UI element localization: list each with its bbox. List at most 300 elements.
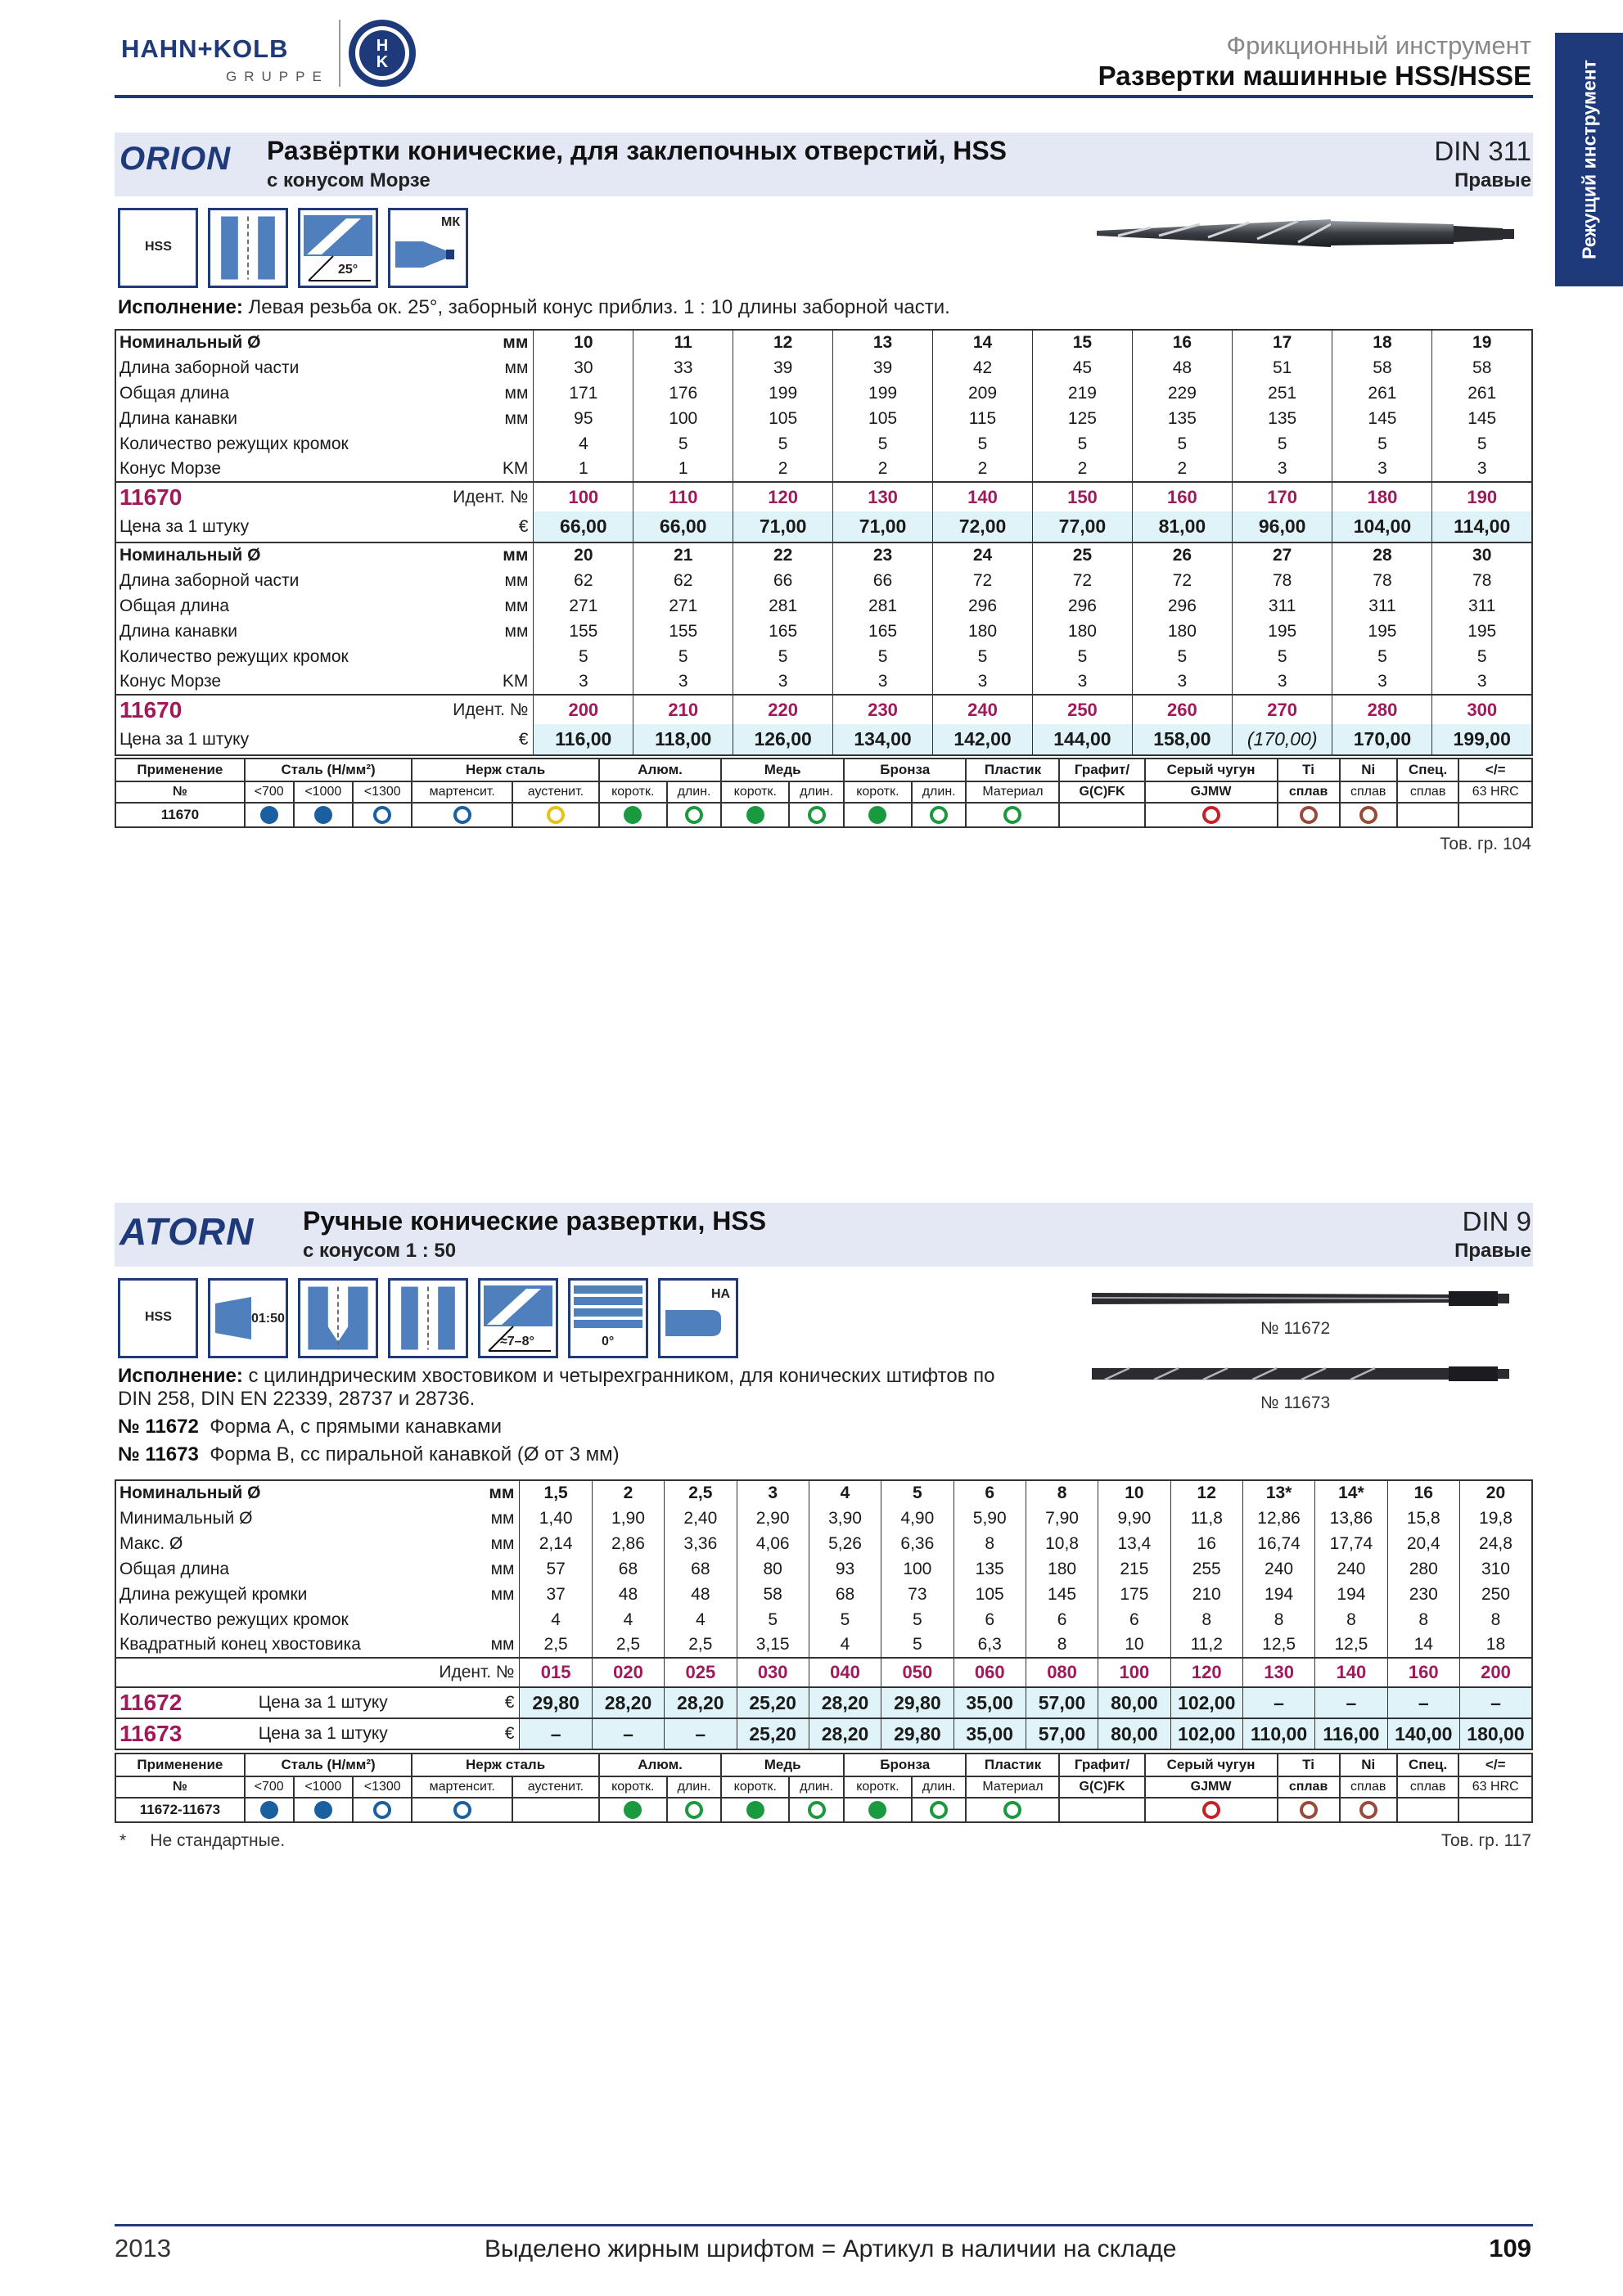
- spec-unit: мм: [503, 333, 529, 352]
- spec-value: 5: [1232, 431, 1332, 457]
- spec-unit: [449, 644, 534, 669]
- application-subheader-cell: коротк.: [599, 1776, 667, 1798]
- spec-value: 42: [933, 355, 1033, 380]
- spec-value: 8: [1170, 1607, 1242, 1632]
- straight-reamer-image: [1089, 1281, 1514, 1314]
- application-subheader-cell: <1300: [353, 1776, 412, 1798]
- application-header-cell: Пластик: [966, 1754, 1059, 1776]
- ident-number: 120: [733, 482, 833, 511]
- spec-value: 5: [1332, 644, 1432, 669]
- section1-group-note: Тов. гр. 104: [1440, 835, 1531, 853]
- ident-number: 080: [1026, 1658, 1098, 1687]
- spec-value: 12,5: [1242, 1632, 1314, 1658]
- spec-value: 180: [1026, 1556, 1098, 1582]
- spec-value: 2: [1132, 457, 1232, 482]
- spec-value: 296: [933, 593, 1033, 619]
- price-value: 35,00: [954, 1687, 1026, 1718]
- spec-value: 296: [1032, 593, 1132, 619]
- price-value: 28,20: [592, 1687, 664, 1718]
- application-cell: [844, 803, 912, 827]
- application-header-cell: Ni: [1340, 759, 1397, 781]
- spec-value: 125: [1032, 406, 1132, 431]
- spec-row: [115, 568, 1532, 593]
- spec-row: [115, 1632, 1532, 1658]
- spec-value: 2,5: [665, 1480, 737, 1506]
- spec-value: 8: [1459, 1607, 1532, 1632]
- price-value: –: [1242, 1687, 1314, 1718]
- spec-value: 175: [1098, 1582, 1170, 1607]
- spec-label: Количество режущих кромок: [119, 1609, 349, 1629]
- spec-value: 33: [633, 355, 733, 380]
- price-row: [115, 511, 1532, 542]
- spec-value: 20,4: [1387, 1531, 1459, 1556]
- application-header-cell: Сталь (Н/мм²): [245, 1754, 413, 1776]
- spec-value: 3,15: [737, 1632, 809, 1658]
- ident-number: 300: [1432, 695, 1532, 724]
- section1-direction: Правые: [1454, 169, 1531, 191]
- spec-value: 66: [833, 568, 933, 593]
- spec-value: 5: [733, 431, 833, 457]
- spec-value: 3: [733, 669, 833, 695]
- suitable-dot-icon: [624, 1801, 642, 1819]
- spec-value: 165: [833, 619, 933, 644]
- spec-value: 39: [733, 355, 833, 380]
- header-divider: [339, 20, 340, 87]
- spec-value: 2,40: [665, 1506, 737, 1531]
- application-subheader-cell: аустенит.: [512, 781, 599, 803]
- spec-value: 78: [1232, 568, 1332, 593]
- price-value: 170,00: [1332, 724, 1432, 755]
- footer-rule: [115, 2224, 1533, 2226]
- ident-number: 130: [833, 482, 933, 511]
- application-subheader-cell: коротк.: [599, 781, 667, 803]
- section2-group-note: Тов. гр. 117: [1440, 1831, 1531, 1850]
- application-subheader-cell: коротк.: [721, 1776, 789, 1798]
- spec-value: 3: [737, 1480, 809, 1506]
- application-subheader-cell: <700: [245, 781, 294, 803]
- application-subheader-cell: сплав: [1278, 1776, 1340, 1798]
- application-cell: [844, 1798, 912, 1822]
- spec-value: 11: [633, 330, 733, 355]
- spec-unit: мм: [504, 570, 529, 590]
- spec-value: 5: [881, 1607, 954, 1632]
- conditional-ring-icon: [547, 806, 565, 824]
- spec-value: 5: [1232, 644, 1332, 669]
- price-value: 28,20: [809, 1718, 881, 1749]
- spec-value: 68: [809, 1582, 881, 1607]
- conditional-ring-icon: [1003, 806, 1021, 824]
- ident-number: 230: [833, 695, 933, 724]
- spec-label: Номинальный Ø: [119, 333, 261, 352]
- ident-number: 160: [1387, 1658, 1459, 1687]
- application-subheader-cell: сплав: [1340, 1776, 1397, 1798]
- spec-label: Квадратный конец хвостовика: [119, 1635, 361, 1654]
- spec-value: 3: [633, 669, 733, 695]
- application-row: [115, 1798, 1532, 1822]
- spec-value: 5: [1032, 644, 1132, 669]
- application-subheader-cell: G(C)FK: [1059, 781, 1144, 803]
- ident-number: 260: [1132, 695, 1232, 724]
- application-article: 11670: [115, 803, 245, 827]
- application-subheader-cell: аустенит.: [512, 1776, 599, 1798]
- price-value: 102,00: [1170, 1687, 1242, 1718]
- spec-value: 10: [534, 330, 633, 355]
- square-shank-icon: НА: [658, 1278, 738, 1358]
- side-tab[interactable]: [1555, 33, 1623, 286]
- spec-unit: мм: [504, 621, 529, 641]
- application-subheader-cell: длин.: [789, 781, 844, 803]
- application-cell: [353, 1798, 412, 1822]
- price-value: 71,00: [733, 511, 833, 542]
- spec-value: 5: [809, 1607, 881, 1632]
- spec-value: 230: [1387, 1582, 1459, 1607]
- morse-taper-icon: МК: [388, 208, 468, 288]
- svg-text:K: K: [376, 53, 389, 71]
- spec-value: 12,86: [1242, 1506, 1314, 1531]
- spec-value: 14: [1387, 1632, 1459, 1658]
- spec-value: 5: [733, 644, 833, 669]
- spec-value: 5: [833, 644, 933, 669]
- spec-value: 195: [1332, 619, 1432, 644]
- spec-value: 5: [1432, 431, 1532, 457]
- spec-unit: мм: [490, 1533, 515, 1553]
- section1-subtitle: с конусом Морзе: [267, 169, 431, 191]
- price-value: 180,00: [1459, 1718, 1532, 1749]
- application-header-cell: Серый чугун: [1145, 759, 1278, 781]
- price-value: 110,00: [1242, 1718, 1314, 1749]
- spec-value: 115: [933, 406, 1033, 431]
- price-value: 29,80: [881, 1687, 954, 1718]
- spec-value: 280: [1387, 1556, 1459, 1582]
- ident-number: 100: [534, 482, 633, 511]
- spec-value: 219: [1032, 380, 1132, 406]
- spec-value: 4: [809, 1632, 881, 1658]
- price-value: 71,00: [833, 511, 933, 542]
- price-value: 66,00: [633, 511, 733, 542]
- application-subheader-cell: G(C)FK: [1059, 1776, 1144, 1798]
- application-subheader-cell: мартенсит.: [412, 1776, 512, 1798]
- spec-value: 10: [1098, 1632, 1170, 1658]
- ident-number: 190: [1432, 482, 1532, 511]
- price-value: 116,00: [534, 724, 633, 755]
- section2-footnote: * Не стандартные.: [119, 1831, 286, 1850]
- application-cell: [599, 1798, 667, 1822]
- spec-value: 11,2: [1170, 1632, 1242, 1658]
- spec-value: 209: [933, 380, 1033, 406]
- price-value: 25,20: [737, 1718, 809, 1749]
- spec-unit: мм: [504, 408, 529, 428]
- application-subheader-row: [115, 1776, 1532, 1798]
- application-cell: [789, 803, 844, 827]
- application-header-cell: </=: [1458, 1754, 1532, 1776]
- spec-value: 68: [592, 1556, 664, 1582]
- spec-value: 194: [1315, 1582, 1387, 1607]
- ident-label: Идент. №: [115, 1658, 520, 1687]
- spec-value: 261: [1432, 380, 1532, 406]
- application-cell: [789, 1798, 844, 1822]
- spec-label: Макс. Ø: [119, 1533, 183, 1553]
- section1-application-table: [115, 758, 1533, 828]
- spec-value: 5: [633, 431, 733, 457]
- spec-value: 8: [1242, 1607, 1314, 1632]
- spec-row: [115, 1531, 1532, 1556]
- spec-value: 2: [933, 457, 1033, 482]
- application-header-cell: Бронза: [844, 1754, 967, 1776]
- ident-number: 250: [1032, 695, 1132, 724]
- spec-value: 194: [1242, 1582, 1314, 1607]
- application-header-cell: Сталь (Н/мм²): [245, 759, 413, 781]
- application-subheader-cell: сплав: [1278, 781, 1340, 803]
- application-subheader-cell: №: [115, 1776, 245, 1798]
- spec-label: Номинальный Ø: [115, 542, 449, 568]
- ident-number: 270: [1232, 695, 1332, 724]
- conditional-ring-icon: [1202, 1801, 1220, 1819]
- application-cell: [1145, 803, 1278, 827]
- application-subheader-cell: Материал: [966, 1776, 1059, 1798]
- spec-row: [115, 1556, 1532, 1582]
- spec-value: 37: [520, 1582, 592, 1607]
- application-header-cell: Бронза: [844, 759, 967, 781]
- spec-value: 17: [1232, 330, 1332, 355]
- spec-value: 195: [1232, 619, 1332, 644]
- spec-value: 12,5: [1315, 1632, 1387, 1658]
- spec-unit: мм: [490, 1584, 515, 1604]
- ident-number: 130: [1242, 1658, 1314, 1687]
- spec-value: 12: [1170, 1480, 1242, 1506]
- spec-value: 195: [1432, 619, 1532, 644]
- hss-icon: HSS: [118, 208, 198, 288]
- spec-value: 48: [1132, 355, 1232, 380]
- application-cell: [1458, 803, 1532, 827]
- spec-value: 3: [1232, 669, 1332, 695]
- spec-value: 4: [665, 1607, 737, 1632]
- footer-note: Выделено жирным шрифтом = Артикул в наличии на складе: [485, 2235, 1177, 2262]
- application-cell: [599, 803, 667, 827]
- spec-row: [115, 1582, 1532, 1607]
- spec-unit: KM: [502, 672, 529, 691]
- conditional-ring-icon: [685, 806, 703, 824]
- spec-value: 261: [1332, 380, 1432, 406]
- spec-value: 26: [1132, 542, 1232, 568]
- spec-value: 78: [1332, 568, 1432, 593]
- page-number: 109: [1489, 2234, 1531, 2262]
- spec-value: 155: [534, 619, 633, 644]
- spec-value: 5: [881, 1480, 954, 1506]
- spec-value: 48: [665, 1582, 737, 1607]
- spec-value: 311: [1232, 593, 1332, 619]
- price-value: 28,20: [809, 1687, 881, 1718]
- application-subheader-cell: <700: [245, 1776, 294, 1798]
- price-value: –: [665, 1718, 737, 1749]
- application-cell: [245, 803, 294, 827]
- ident-number: 150: [1032, 482, 1132, 511]
- conditional-ring-icon: [1300, 1801, 1318, 1819]
- spec-value: 271: [633, 593, 733, 619]
- section1-din: DIN 311: [1434, 136, 1531, 166]
- ident-number: 200: [1459, 1658, 1532, 1687]
- spec-value: 20: [1459, 1480, 1532, 1506]
- spec-row: [115, 593, 1532, 619]
- application-subheader-cell: сплав: [1397, 1776, 1459, 1798]
- application-subheader-cell: коротк.: [844, 1776, 912, 1798]
- suitable-dot-icon: [746, 1801, 764, 1819]
- spec-row: [115, 457, 1532, 482]
- spec-value: 4,06: [737, 1531, 809, 1556]
- spec-value: 12: [733, 330, 833, 355]
- spec-value: 105: [733, 406, 833, 431]
- spec-value: 6,36: [881, 1531, 954, 1556]
- spec-value: 2,5: [592, 1632, 664, 1658]
- spec-value: 22: [733, 542, 833, 568]
- conditional-ring-icon: [685, 1801, 703, 1819]
- price-value: –: [520, 1718, 592, 1749]
- application-cell: [1059, 803, 1144, 827]
- application-cell: [512, 803, 599, 827]
- application-subheader-cell: сплав: [1340, 781, 1397, 803]
- spec-value: 180: [1132, 619, 1232, 644]
- ident-number: 180: [1332, 482, 1432, 511]
- spec-value: 11,8: [1170, 1506, 1242, 1531]
- currency: €: [449, 724, 534, 755]
- spec-row: [115, 644, 1532, 669]
- spec-value: 3: [933, 669, 1033, 695]
- spec-value: 310: [1459, 1556, 1532, 1582]
- straight-flute-icon: 0°: [568, 1278, 648, 1358]
- application-header-row: [115, 1754, 1532, 1776]
- spec-value: 135: [1132, 406, 1232, 431]
- spec-value: 1: [534, 457, 633, 482]
- spec-row: [115, 431, 1532, 457]
- spec-value: 93: [809, 1556, 881, 1582]
- spec-row: [115, 669, 1532, 695]
- conditional-ring-icon: [930, 806, 948, 824]
- spec-value: 58: [1332, 355, 1432, 380]
- price-value: 80,00: [1098, 1687, 1170, 1718]
- spec-value: 5: [933, 431, 1033, 457]
- application-header-cell: Алюм.: [599, 1754, 722, 1776]
- application-cell: [1340, 803, 1397, 827]
- spec-value: 13: [833, 330, 933, 355]
- spec-value: 72: [933, 568, 1033, 593]
- application-subheader-cell: сплав: [1397, 781, 1459, 803]
- spec-value: 240: [1242, 1556, 1314, 1582]
- price-value: 25,20: [737, 1687, 809, 1718]
- application-cell: [912, 803, 967, 827]
- section1-execution: Исполнение: Левая резьба ок. 25°, заборный конус приблиз. 1 : 10 длины заборной части.: [118, 296, 950, 318]
- spec-label: Длина заборной части: [119, 358, 300, 377]
- application-subheader-cell: длин.: [667, 781, 722, 803]
- spec-label: Количество режущих кромок: [119, 434, 349, 453]
- spec-unit: мм: [489, 1483, 515, 1502]
- spec-row: [115, 1480, 1532, 1506]
- spec-value: 3,90: [809, 1506, 881, 1531]
- ident-number: 110: [633, 482, 733, 511]
- price-value: 72,00: [933, 511, 1033, 542]
- spec-value: 8: [1315, 1607, 1387, 1632]
- price-value: 77,00: [1032, 511, 1132, 542]
- ident-number: 210: [633, 695, 733, 724]
- price-value: 57,00: [1026, 1687, 1098, 1718]
- ident-number: 120: [1170, 1658, 1242, 1687]
- ident-number: 170: [1232, 482, 1332, 511]
- spec-value: 24,8: [1459, 1531, 1532, 1556]
- spec-value: 5: [881, 1632, 954, 1658]
- spec-value: 51: [1232, 355, 1332, 380]
- spec-value: 16: [1387, 1480, 1459, 1506]
- spec-label: Длина заборной части: [119, 570, 300, 590]
- spec-value: 3: [534, 669, 633, 695]
- spec-value: 3: [1332, 669, 1432, 695]
- spec-value: 16: [1170, 1531, 1242, 1556]
- spec-value: 78: [1432, 568, 1532, 593]
- price-value: 104,00: [1332, 511, 1432, 542]
- spiral-flute-icon: 25°: [298, 208, 378, 288]
- spec-value: 8: [954, 1531, 1026, 1556]
- spec-value: 80: [737, 1556, 809, 1582]
- section2-image-caption-1: № 11672: [1260, 1319, 1331, 1338]
- spec-value: 4: [809, 1480, 881, 1506]
- section2-image-caption-2: № 11673: [1260, 1393, 1331, 1412]
- price-value: 29,80: [881, 1718, 954, 1749]
- cylinder-hole-icon: [208, 208, 288, 288]
- header-rule: [115, 95, 1533, 98]
- section1-spec-table: [115, 329, 1533, 756]
- spec-value: 135: [1232, 406, 1332, 431]
- ident-number: 160: [1132, 482, 1232, 511]
- spec-value: 15: [1032, 330, 1132, 355]
- suitable-dot-icon: [868, 1801, 886, 1819]
- price-label: Цена за 1 штуку: [255, 1687, 482, 1718]
- spec-label: Длина режущей кромки: [119, 1584, 308, 1604]
- price-value: 57,00: [1026, 1718, 1098, 1749]
- application-cell: [1397, 1798, 1459, 1822]
- section1-brand-logo: ORION: [119, 141, 232, 177]
- taper-150-icon: 01:50: [208, 1278, 288, 1358]
- spec-value: 3: [1432, 457, 1532, 482]
- spec-row: [115, 380, 1532, 406]
- ident-number: 140: [1315, 1658, 1387, 1687]
- price-value: 118,00: [633, 724, 733, 755]
- price-label: Цена за 1 штуку: [115, 724, 449, 755]
- article-number: 11670: [115, 695, 449, 724]
- spec-value: 145: [1026, 1582, 1098, 1607]
- spec-value: 8: [1026, 1632, 1098, 1658]
- conditional-ring-icon: [808, 1801, 826, 1819]
- conditional-ring-icon: [808, 806, 826, 824]
- price-value: 140,00: [1387, 1718, 1459, 1749]
- conditional-ring-icon: [1300, 806, 1318, 824]
- application-header-cell: Применение: [115, 759, 245, 781]
- application-cell: [966, 1798, 1059, 1822]
- spec-unit: мм: [504, 383, 529, 403]
- application-cell: [412, 803, 512, 827]
- spec-value: 2: [592, 1480, 664, 1506]
- application-header-cell: Медь: [721, 1754, 844, 1776]
- price-value: 144,00: [1032, 724, 1132, 755]
- application-header-cell: Спец.: [1397, 759, 1459, 781]
- price-value: 29,80: [520, 1687, 592, 1718]
- spec-value: 311: [1332, 593, 1432, 619]
- spec-value: 30: [534, 355, 633, 380]
- spec-row: [115, 619, 1532, 644]
- spec-value: 27: [1232, 542, 1332, 568]
- suitable-dot-icon: [624, 806, 642, 824]
- suitable-dot-icon: [260, 1801, 278, 1819]
- spec-value: 3: [1432, 669, 1532, 695]
- price-value: –: [1459, 1687, 1532, 1718]
- spec-value: 255: [1170, 1556, 1242, 1582]
- application-subheader-cell: длин.: [912, 1776, 967, 1798]
